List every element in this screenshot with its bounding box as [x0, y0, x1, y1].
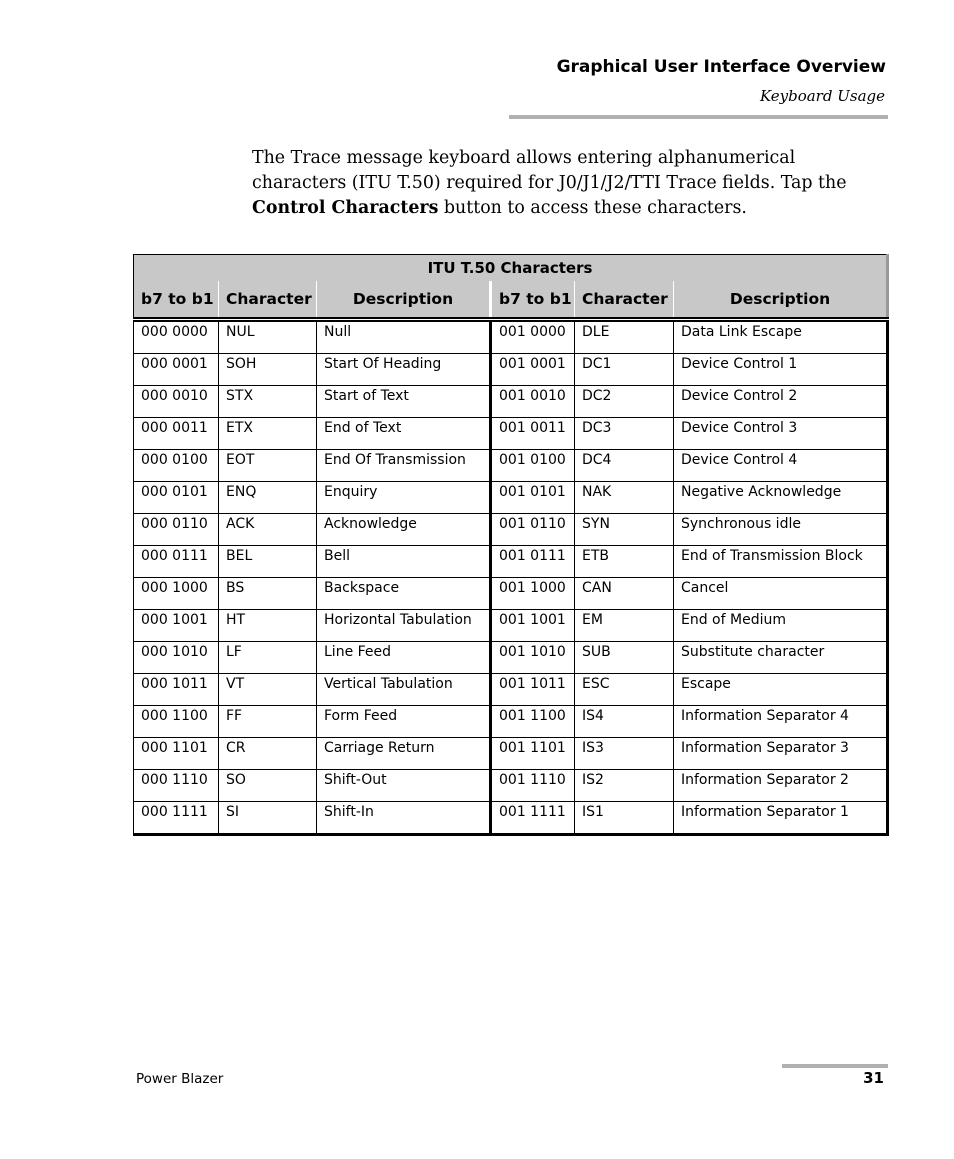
cell-description: Backspace: [317, 578, 491, 610]
cell-description: Carriage Return: [317, 738, 491, 770]
cell-bits: 000 1011: [134, 674, 219, 706]
cell-bits: 000 0101: [134, 482, 219, 514]
cell-character: ENQ: [219, 482, 317, 514]
table-row: [134, 386, 888, 418]
cell-description: Shift-In: [317, 802, 491, 835]
cell-description: Substitute character: [674, 642, 888, 674]
column-header-character: Character: [219, 281, 317, 320]
cell-character: STX: [219, 386, 317, 418]
cell-bits: 001 1100: [491, 706, 575, 738]
cell-description: Line Feed: [317, 642, 491, 674]
cell-description: End of Transmission Block: [674, 546, 888, 578]
table-row: [134, 354, 888, 386]
cell-bits: 000 1111: [134, 802, 219, 835]
cell-character: NAK: [575, 482, 674, 514]
cell-description: End of Medium: [674, 610, 888, 642]
cell-description: Enquiry: [317, 482, 491, 514]
cell-bits: 001 0101: [491, 482, 575, 514]
cell-description: Device Control 4: [674, 450, 888, 482]
cell-description: Device Control 1: [674, 354, 888, 386]
cell-character: DC4: [575, 450, 674, 482]
cell-bits: 001 1000: [491, 578, 575, 610]
cell-description: Start of Text: [317, 386, 491, 418]
cell-description: Escape: [674, 674, 888, 706]
cell-character: IS4: [575, 706, 674, 738]
table-row: [134, 450, 888, 482]
table-row: [134, 706, 888, 738]
cell-bits: 001 1111: [491, 802, 575, 835]
cell-description: End Of Transmission: [317, 450, 491, 482]
cell-character: DC3: [575, 418, 674, 450]
cell-description: Vertical Tabulation: [317, 674, 491, 706]
cell-bits: 001 0111: [491, 546, 575, 578]
cell-character: SI: [219, 802, 317, 835]
cell-character: VT: [219, 674, 317, 706]
intro-paragraph: [252, 146, 882, 221]
cell-description: Shift-Out: [317, 770, 491, 802]
cell-bits: 000 0000: [134, 320, 219, 354]
cell-bits: 000 1000: [134, 578, 219, 610]
cell-character: DC2: [575, 386, 674, 418]
table-row: [134, 482, 888, 514]
cell-bits: 000 1001: [134, 610, 219, 642]
cell-bits: 000 0010: [134, 386, 219, 418]
cell-character: SUB: [575, 642, 674, 674]
cell-bits: 000 0110: [134, 514, 219, 546]
table-body: [134, 320, 888, 835]
cell-bits: 001 1011: [491, 674, 575, 706]
cell-description: Form Feed: [317, 706, 491, 738]
table-row: [134, 738, 888, 770]
cell-character: DC1: [575, 354, 674, 386]
footer-divider: [782, 1064, 888, 1068]
cell-description: Negative Acknowledge: [674, 482, 888, 514]
cell-character: ETB: [575, 546, 674, 578]
cell-bits: 000 0001: [134, 354, 219, 386]
cell-description: Device Control 2: [674, 386, 888, 418]
cell-bits: 001 1010: [491, 642, 575, 674]
cell-bits: 000 0111: [134, 546, 219, 578]
cell-bits: 000 1101: [134, 738, 219, 770]
cell-description: Synchronous idle: [674, 514, 888, 546]
cell-bits: 001 0110: [491, 514, 575, 546]
cell-character: SOH: [219, 354, 317, 386]
column-header-description: Description: [317, 281, 491, 320]
cell-description: Horizontal Tabulation: [317, 610, 491, 642]
cell-description: End of Text: [317, 418, 491, 450]
cell-character: IS3: [575, 738, 674, 770]
cell-bits: 001 1110: [491, 770, 575, 802]
column-header-bits: b7 to b1: [134, 281, 219, 320]
column-header-character: Character: [575, 281, 674, 320]
cell-bits: 001 0011: [491, 418, 575, 450]
footer-product-name: Power Blazer: [136, 1071, 224, 1087]
header-divider: [509, 115, 888, 119]
cell-character: FF: [219, 706, 317, 738]
table-row: [134, 610, 888, 642]
intro-bold-term: Control Characters: [252, 198, 439, 218]
cell-character: SYN: [575, 514, 674, 546]
cell-character: EOT: [219, 450, 317, 482]
table-title: ITU T.50 Characters: [134, 255, 888, 282]
cell-description: Data Link Escape: [674, 320, 888, 354]
page-number: 31: [863, 1069, 884, 1087]
table-row: [134, 320, 888, 354]
page-header-subtitle: Keyboard Usage: [759, 87, 885, 105]
column-header-description: Description: [674, 281, 888, 320]
table-row: [134, 578, 888, 610]
cell-description: Device Control 3: [674, 418, 888, 450]
column-header-bits: b7 to b1: [491, 281, 575, 320]
cell-character: DLE: [575, 320, 674, 354]
cell-bits: 001 1001: [491, 610, 575, 642]
cell-bits: 001 0001: [491, 354, 575, 386]
cell-bits: 001 0100: [491, 450, 575, 482]
cell-bits: 000 0100: [134, 450, 219, 482]
cell-bits: 000 1100: [134, 706, 219, 738]
cell-character: BS: [219, 578, 317, 610]
table-row: [134, 546, 888, 578]
cell-description: Information Separator 2: [674, 770, 888, 802]
cell-description: Information Separator 1: [674, 802, 888, 835]
cell-description: Acknowledge: [317, 514, 491, 546]
table-row: [134, 642, 888, 674]
table-row: [134, 674, 888, 706]
cell-bits: 001 0010: [491, 386, 575, 418]
cell-character: CAN: [575, 578, 674, 610]
cell-description: Bell: [317, 546, 491, 578]
cell-description: Information Separator 4: [674, 706, 888, 738]
cell-bits: 000 1010: [134, 642, 219, 674]
table-row: [134, 802, 888, 835]
cell-bits: 000 1110: [134, 770, 219, 802]
cell-bits: 001 1101: [491, 738, 575, 770]
cell-bits: 001 0000: [491, 320, 575, 354]
cell-character: BEL: [219, 546, 317, 578]
cell-character: CR: [219, 738, 317, 770]
cell-character: IS1: [575, 802, 674, 835]
cell-description: Information Separator 3: [674, 738, 888, 770]
cell-character: ETX: [219, 418, 317, 450]
cell-character: ESC: [575, 674, 674, 706]
cell-description: Null: [317, 320, 491, 354]
table-row: [134, 418, 888, 450]
cell-character: SO: [219, 770, 317, 802]
cell-bits: 000 0011: [134, 418, 219, 450]
cell-character: EM: [575, 610, 674, 642]
intro-text-2: button to access these characters.: [438, 198, 747, 218]
table-row: [134, 770, 888, 802]
cell-description: Cancel: [674, 578, 888, 610]
page-header-title: Graphical User Interface Overview: [556, 57, 886, 77]
cell-character: LF: [219, 642, 317, 674]
itu-t50-characters-table: [133, 254, 889, 836]
cell-character: HT: [219, 610, 317, 642]
cell-character: IS2: [575, 770, 674, 802]
table-row: [134, 514, 888, 546]
cell-character: NUL: [219, 320, 317, 354]
intro-text-1: The Trace message keyboard allows entering alphanumerical characters (ITU T.50) required for J0/J1/J2/TTI Trace fields. Tap the: [252, 148, 847, 193]
cell-character: ACK: [219, 514, 317, 546]
cell-description: Start Of Heading: [317, 354, 491, 386]
